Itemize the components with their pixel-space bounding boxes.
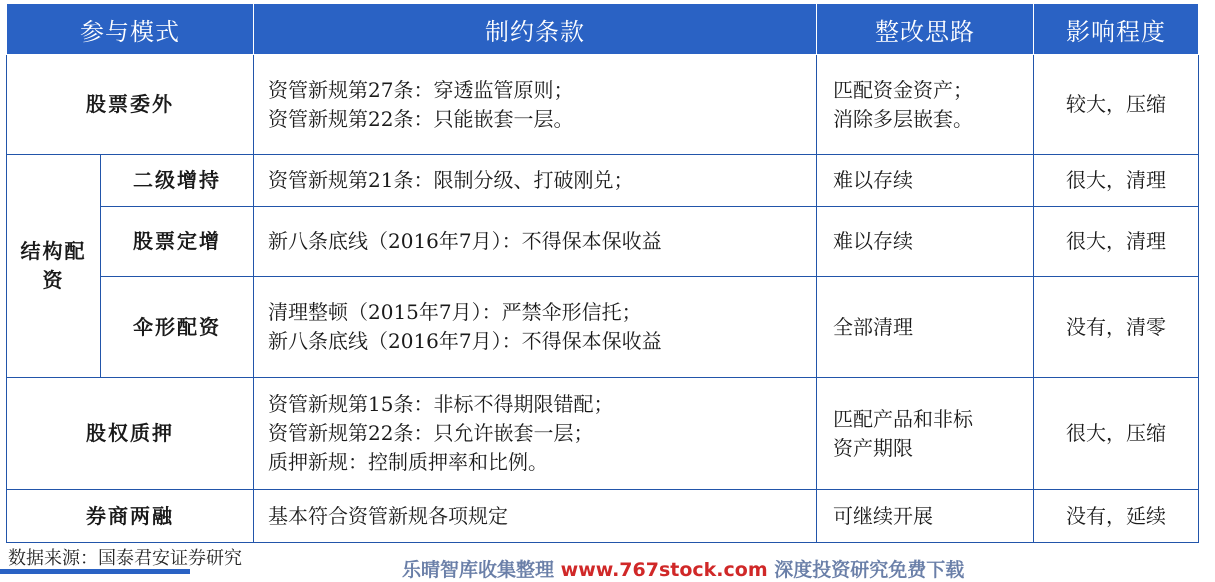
idea-cell: [817, 277, 1034, 378]
terms-line: 质押新规：控制质押率和比例。: [268, 450, 548, 474]
idea-cell: [817, 207, 1034, 277]
header-mode: 参与模式: [7, 4, 254, 55]
terms-line: 资管新规第22条：只允许嵌套一层；: [268, 421, 594, 445]
restriction-table: [6, 3, 1199, 543]
watermark-prefix: 乐晴智库收集整理: [402, 559, 555, 581]
mode-cell: 券商两融: [7, 490, 254, 543]
table-row: [7, 378, 1199, 490]
terms-cell: [254, 207, 817, 277]
terms-line: 资管新规第27条：穿透监管原则；: [268, 77, 574, 102]
source-note: 数据来源：国泰君安证券研究: [8, 548, 242, 569]
table-row: [7, 207, 1199, 277]
impact-cell: 很大，清理: [1034, 207, 1199, 277]
structured-financing-group: [7, 155, 101, 378]
watermark-url: www.767stock.com: [560, 559, 768, 581]
terms-line: 清理整顿（2015年7月）：严禁伞形信托；: [268, 300, 642, 324]
header-impact: 影响程度: [1034, 4, 1199, 55]
table-row: [7, 155, 1199, 207]
terms-cell: [254, 490, 817, 543]
impact-cell: 没有，清零: [1034, 277, 1199, 378]
impact-cell: 较大，压缩: [1034, 55, 1199, 155]
idea-line: 全部清理: [833, 314, 913, 339]
mode-cell: 股权质押: [7, 378, 254, 490]
header-terms: 制约条款: [254, 4, 817, 55]
header-row: [7, 4, 1199, 55]
idea-line: 难以存续: [833, 168, 913, 192]
idea-line: 匹配产品和非标: [833, 406, 973, 431]
watermark-suffix: 深度投资研究免费下载: [774, 559, 965, 581]
terms-cell: [254, 155, 817, 207]
bottom-accent-bar: [0, 569, 190, 574]
terms-cell: [254, 277, 817, 378]
impact-cell: 很大，压缩: [1034, 378, 1199, 490]
idea-line: 难以存续: [833, 229, 913, 253]
table-row: [7, 55, 1199, 155]
header-idea: 整改思路: [817, 4, 1034, 55]
mode-cell: 股票委外: [7, 55, 254, 155]
idea-line: 资产期限: [833, 435, 913, 460]
table-row: [7, 277, 1199, 378]
terms-line: 新八条底线（2016年7月）：不得保本保收益: [268, 329, 662, 353]
impact-cell: 没有，延续: [1034, 490, 1199, 543]
idea-cell: [817, 378, 1034, 490]
terms-cell: [254, 55, 817, 155]
idea-line: 匹配资金资产；: [833, 77, 973, 102]
terms-cell: [254, 378, 817, 490]
table-row: [7, 490, 1199, 543]
terms-line: 资管新规第21条：限制分级、打破刚兑；: [268, 168, 634, 192]
watermark: [402, 555, 964, 582]
mode-cell: 二级增持: [101, 155, 254, 207]
mode-cell: 伞形配资: [101, 277, 254, 378]
idea-line: 可继续开展: [833, 503, 933, 528]
terms-line: 资管新规第15条：非标不得期限错配；: [268, 392, 614, 416]
idea-cell: [817, 490, 1034, 543]
terms-line: 基本符合资管新规各项规定: [268, 503, 508, 528]
terms-line: 资管新规第22条：只能嵌套一层。: [268, 106, 574, 131]
mode-cell: 股票定增: [101, 207, 254, 277]
terms-line: 新八条底线（2016年7月）：不得保本保收益: [268, 229, 662, 253]
group-label: 结构配资: [20, 239, 87, 292]
idea-cell: [817, 155, 1034, 207]
idea-line: 消除多层嵌套。: [833, 106, 973, 131]
impact-cell: 很大，清理: [1034, 155, 1199, 207]
idea-cell: [817, 55, 1034, 155]
